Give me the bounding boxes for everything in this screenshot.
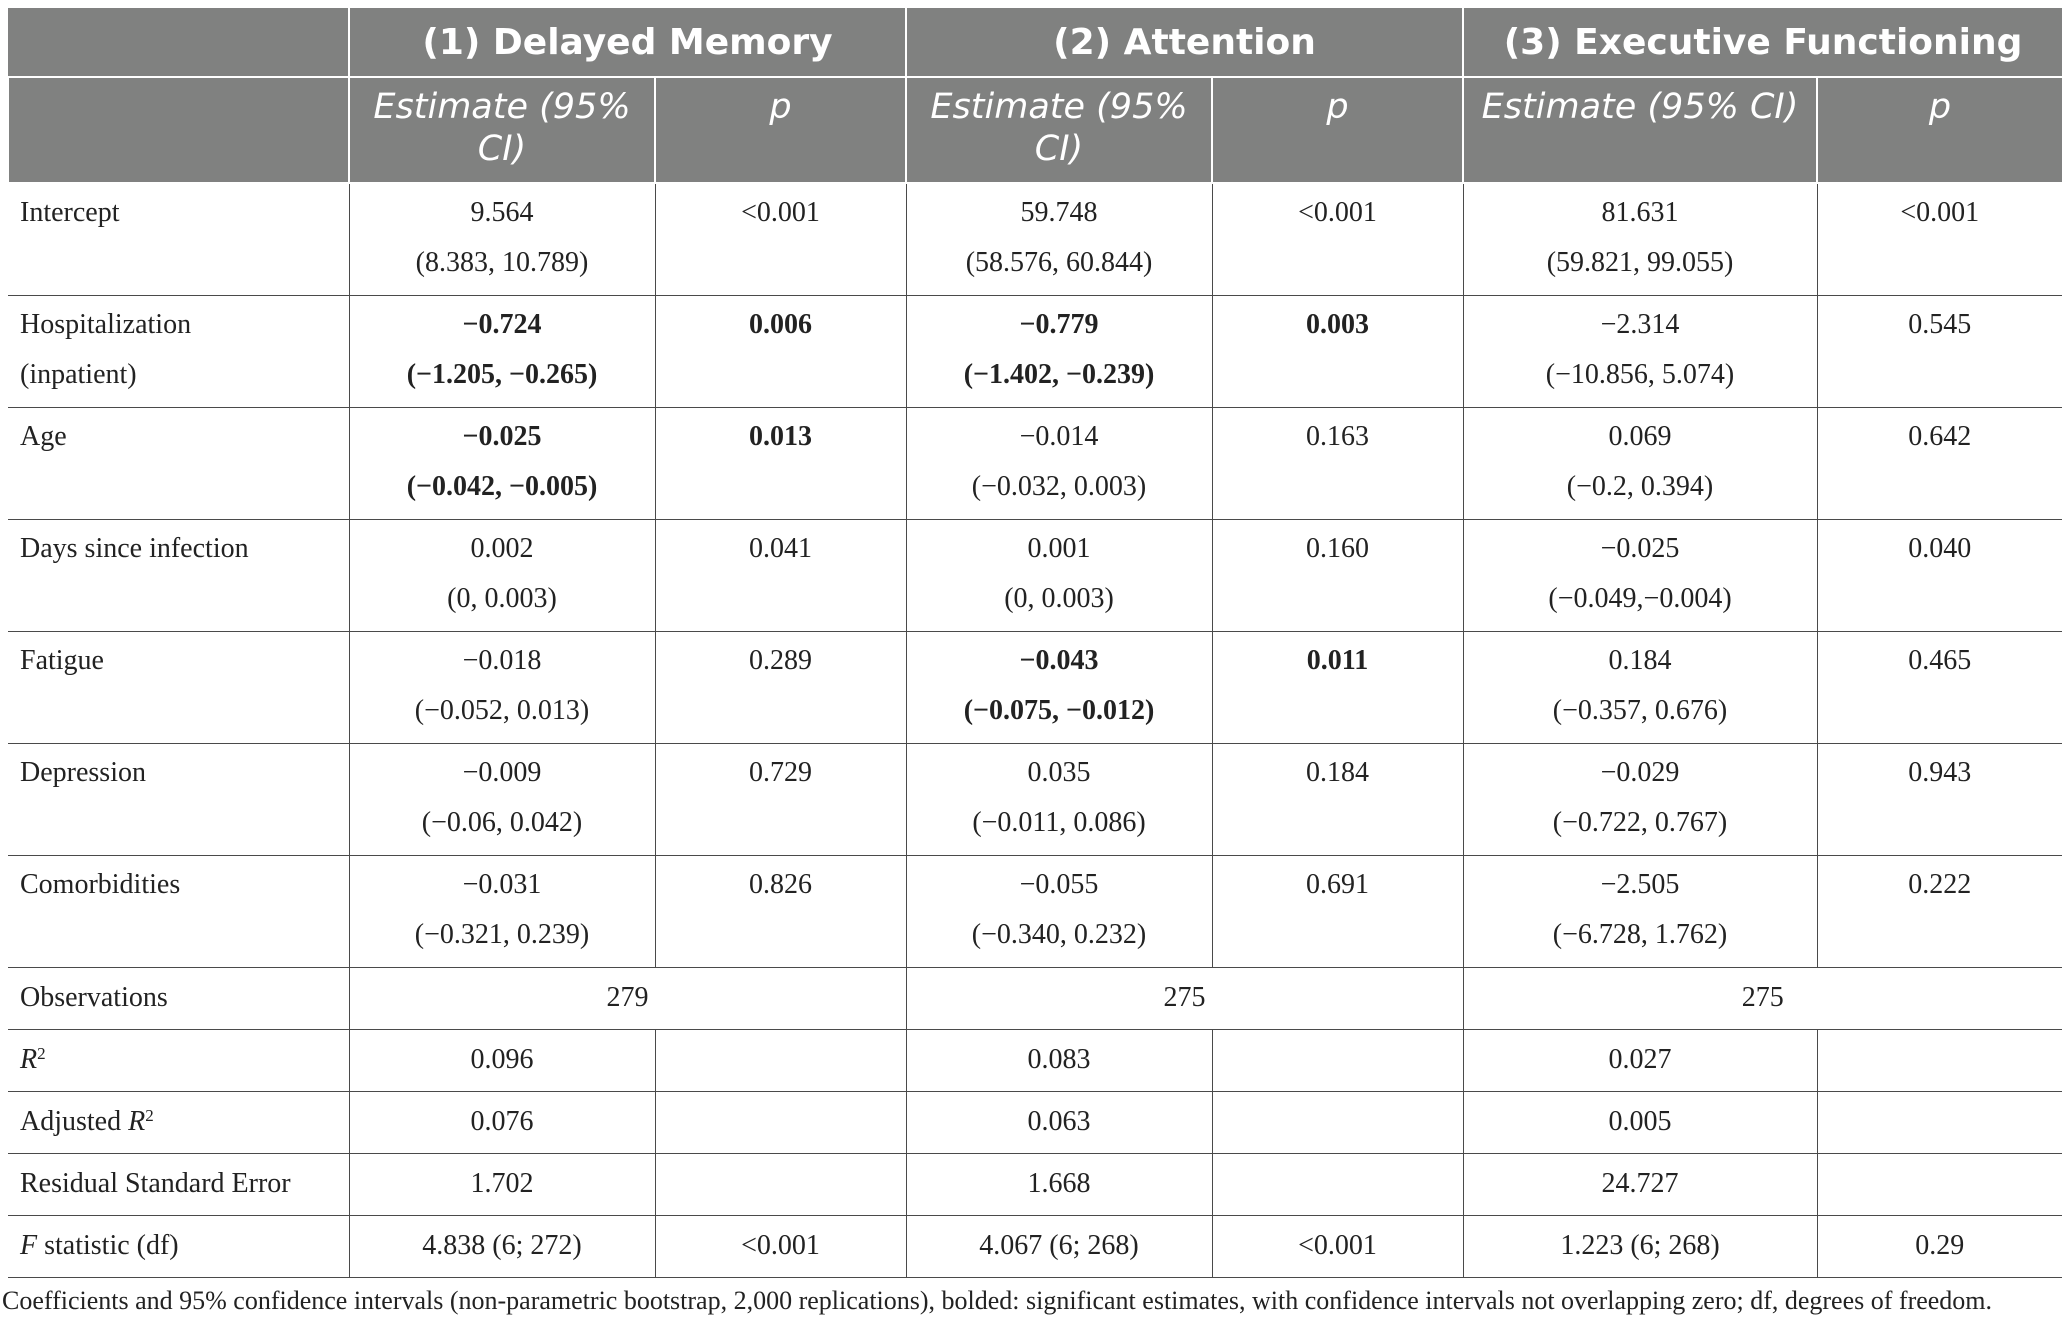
confidence-interval: (8.383, 10.789) — [415, 247, 589, 278]
estimate-value: −0.055 — [1019, 868, 1099, 900]
estimate-cell — [906, 519, 1212, 631]
f-statistic-at: 4.067 (6; 268) — [906, 1215, 1212, 1277]
row-label: Fatigue — [8, 631, 349, 743]
confidence-interval: (−0.2, 0.394) — [1566, 470, 1714, 502]
confidence-interval: (−0.049,−0.004) — [1548, 582, 1732, 614]
empty-cell — [1212, 1029, 1463, 1091]
empty-cell — [1817, 1029, 2062, 1091]
table-row-days-since-infection — [8, 519, 2062, 631]
r-symbol: R — [128, 1106, 146, 1137]
estimate-cell — [906, 743, 1212, 855]
row-label — [8, 1215, 349, 1277]
p-value: 0.163 — [1212, 407, 1463, 519]
confidence-interval: (58.576, 60.844) — [965, 247, 1153, 278]
row-label — [8, 295, 349, 407]
estimate-cell — [1463, 631, 1817, 743]
header-corner-cell — [8, 8, 349, 77]
estimate-cell — [1463, 519, 1817, 631]
estimate-value: −0.025 — [462, 420, 542, 452]
header-p-ef: p — [1817, 77, 2062, 183]
regression-table-container — [7, 8, 2061, 1278]
estimate-cell — [349, 631, 655, 743]
table-row-adjusted-r-squared — [8, 1091, 2062, 1153]
observations-at: 275 — [906, 967, 1463, 1029]
confidence-interval: (−0.321, 0.239) — [414, 918, 590, 950]
p-value: 0.184 — [1212, 743, 1463, 855]
header-sub-row — [8, 77, 2062, 183]
estimate-cell — [906, 855, 1212, 967]
observations-dm: 279 — [349, 967, 906, 1029]
estimate-value: 0.001 — [1027, 532, 1091, 564]
r-squared-at: 0.083 — [906, 1029, 1212, 1091]
table-row-residual-standard-error — [8, 1153, 2062, 1215]
confidence-interval: (−0.357, 0.676) — [1552, 694, 1728, 726]
header-estimate-ef: Estimate (95% CI) — [1463, 77, 1817, 183]
estimate-value: 9.564 — [470, 197, 534, 228]
estimate-cell — [1463, 295, 1817, 407]
confidence-interval: (−6.728, 1.762) — [1552, 918, 1728, 950]
table-footnote: Coefficients and 95% confidence intervals (non-parametric bootstrap, 2,000 replications), bolded: significant estimates, with confidence intervals not overlapping zero; df, degrees of freedom. — [2, 1286, 1993, 1315]
confidence-interval: (−1.205, −0.265) — [406, 358, 598, 390]
table-row-f-statistic — [8, 1215, 2062, 1277]
r-squared-ef: 0.027 — [1463, 1029, 1817, 1091]
confidence-interval: (−10.856, 5.074) — [1545, 358, 1735, 390]
estimate-value: −0.029 — [1600, 756, 1680, 788]
table-row-intercept — [8, 183, 2062, 295]
table-row-age — [8, 407, 2062, 519]
adjusted-r-squared-dm: 0.076 — [349, 1091, 655, 1153]
table-row-depression — [8, 743, 2062, 855]
table-row-observations — [8, 967, 2062, 1029]
row-label-line-2: (inpatient) — [20, 358, 137, 390]
empty-cell — [1817, 1091, 2062, 1153]
estimate-value: −0.014 — [1019, 420, 1099, 452]
empty-cell — [1212, 1091, 1463, 1153]
f-p-ef: 0.29 — [1817, 1215, 2062, 1277]
estimate-cell — [349, 407, 655, 519]
table-body — [8, 183, 2062, 1277]
estimate-value: 59.748 — [1020, 197, 1098, 228]
header-executive-functioning: (3) Executive Functioning — [1463, 8, 2062, 77]
estimate-cell — [1463, 407, 1817, 519]
row-label: Intercept — [8, 183, 349, 295]
r-symbol: R — [20, 1044, 38, 1075]
header-estimate-at: Estimate (95% CI) — [906, 77, 1212, 183]
empty-cell — [655, 1153, 906, 1215]
table-row-comorbidities — [8, 855, 2062, 967]
estimate-cell — [906, 183, 1212, 295]
row-label: Residual Standard Error — [8, 1153, 349, 1215]
p-value: 0.289 — [655, 631, 906, 743]
estimate-value: −0.779 — [1019, 308, 1099, 340]
confidence-interval: (0, 0.003) — [1004, 582, 1114, 614]
estimate-value: −0.724 — [462, 308, 542, 340]
header-p-dm: p — [655, 77, 906, 183]
p-value: <0.001 — [1817, 183, 2062, 295]
p-value: 0.729 — [655, 743, 906, 855]
f-p-dm: <0.001 — [655, 1215, 906, 1277]
estimate-cell — [349, 519, 655, 631]
estimate-value: −0.043 — [1019, 644, 1099, 676]
row-label — [8, 1091, 349, 1153]
estimate-value: −2.314 — [1600, 308, 1680, 340]
estimate-cell — [349, 183, 655, 295]
header-estimate-dm: Estimate (95% CI) — [349, 77, 655, 183]
f-statistic-ef: 1.223 (6; 268) — [1463, 1215, 1817, 1277]
rse-at: 1.668 — [906, 1153, 1212, 1215]
rse-dm: 1.702 — [349, 1153, 655, 1215]
table-row-hospitalization — [8, 295, 2062, 407]
estimate-cell — [1463, 183, 1817, 295]
row-label: Depression — [8, 743, 349, 855]
confidence-interval: (−0.032, 0.003) — [971, 470, 1147, 502]
confidence-interval: (−0.06, 0.042) — [421, 806, 583, 838]
estimate-cell — [906, 295, 1212, 407]
row-label: Comorbidities — [8, 855, 349, 967]
r-squared-dm: 0.096 — [349, 1029, 655, 1091]
confidence-interval: (−0.075, −0.012) — [963, 694, 1155, 726]
p-value: 0.691 — [1212, 855, 1463, 967]
regression-table — [7, 8, 2062, 1278]
observations-ef: 275 — [1463, 967, 2062, 1029]
header-group-row — [8, 8, 2062, 77]
confidence-interval: (0, 0.003) — [447, 582, 557, 614]
f-label-text: statistic (df) — [37, 1230, 179, 1261]
estimate-cell — [1463, 743, 1817, 855]
estimate-value: 0.035 — [1027, 756, 1091, 788]
estimate-value: −0.018 — [462, 644, 542, 676]
row-label: Age — [8, 407, 349, 519]
p-value: 0.041 — [655, 519, 906, 631]
estimate-value: 0.184 — [1608, 644, 1672, 676]
adjusted-r-squared-at: 0.063 — [906, 1091, 1212, 1153]
empty-cell — [655, 1091, 906, 1153]
empty-cell — [655, 1029, 906, 1091]
p-value: 0.013 — [655, 407, 906, 519]
table-row-fatigue — [8, 631, 2062, 743]
f-symbol: F — [20, 1230, 38, 1261]
p-value: 0.642 — [1817, 407, 2062, 519]
p-value: 0.011 — [1212, 631, 1463, 743]
estimate-value: −0.009 — [462, 756, 542, 788]
header-delayed-memory: (1) Delayed Memory — [349, 8, 906, 77]
row-label: Days since infection — [8, 519, 349, 631]
estimate-value: −0.031 — [462, 868, 542, 900]
f-statistic-dm: 4.838 (6; 272) — [349, 1215, 655, 1277]
confidence-interval: (−0.011, 0.086) — [972, 806, 1146, 838]
rse-ef: 24.727 — [1463, 1153, 1817, 1215]
confidence-interval: (−1.402, −0.239) — [963, 358, 1155, 390]
p-value: 0.545 — [1817, 295, 2062, 407]
estimate-value: 0.002 — [470, 532, 534, 564]
estimate-value: 0.069 — [1608, 420, 1672, 452]
header-attention: (2) Attention — [906, 8, 1463, 77]
superscript: 2 — [145, 1106, 154, 1125]
f-p-at: <0.001 — [1212, 1215, 1463, 1277]
p-value: 0.003 — [1212, 295, 1463, 407]
p-value: 0.160 — [1212, 519, 1463, 631]
estimate-value: −2.505 — [1600, 868, 1680, 900]
confidence-interval: (−0.052, 0.013) — [414, 694, 590, 726]
row-label-line-1: Hospitalization — [20, 308, 192, 340]
p-value: 0.222 — [1817, 855, 2062, 967]
superscript: 2 — [37, 1044, 46, 1063]
estimate-value: 81.631 — [1601, 197, 1679, 228]
estimate-cell — [349, 295, 655, 407]
estimate-cell — [1463, 855, 1817, 967]
row-label: Observations — [8, 967, 349, 1029]
adjusted-text: Adjusted — [20, 1106, 129, 1137]
estimate-cell — [906, 631, 1212, 743]
p-value: <0.001 — [655, 183, 906, 295]
p-value: <0.001 — [1212, 183, 1463, 295]
p-value: 0.040 — [1817, 519, 2062, 631]
empty-cell — [1817, 1153, 2062, 1215]
confidence-interval: (−0.042, −0.005) — [406, 470, 598, 502]
header-p-at: p — [1212, 77, 1463, 183]
p-value: 0.826 — [655, 855, 906, 967]
p-value: 0.465 — [1817, 631, 2062, 743]
row-label — [8, 1029, 349, 1091]
empty-cell — [1212, 1153, 1463, 1215]
adjusted-r-squared-ef: 0.005 — [1463, 1091, 1817, 1153]
table-row-r-squared — [8, 1029, 2062, 1091]
header-sub-corner — [8, 77, 349, 183]
table-header — [8, 8, 2062, 183]
estimate-cell — [349, 855, 655, 967]
p-value: 0.006 — [655, 295, 906, 407]
confidence-interval: (59.821, 99.055) — [1546, 247, 1734, 278]
confidence-interval: (−0.722, 0.767) — [1552, 806, 1728, 838]
p-value: 0.943 — [1817, 743, 2062, 855]
estimate-cell — [349, 743, 655, 855]
estimate-value: −0.025 — [1600, 532, 1680, 564]
confidence-interval: (−0.340, 0.232) — [971, 918, 1147, 950]
estimate-cell — [906, 407, 1212, 519]
